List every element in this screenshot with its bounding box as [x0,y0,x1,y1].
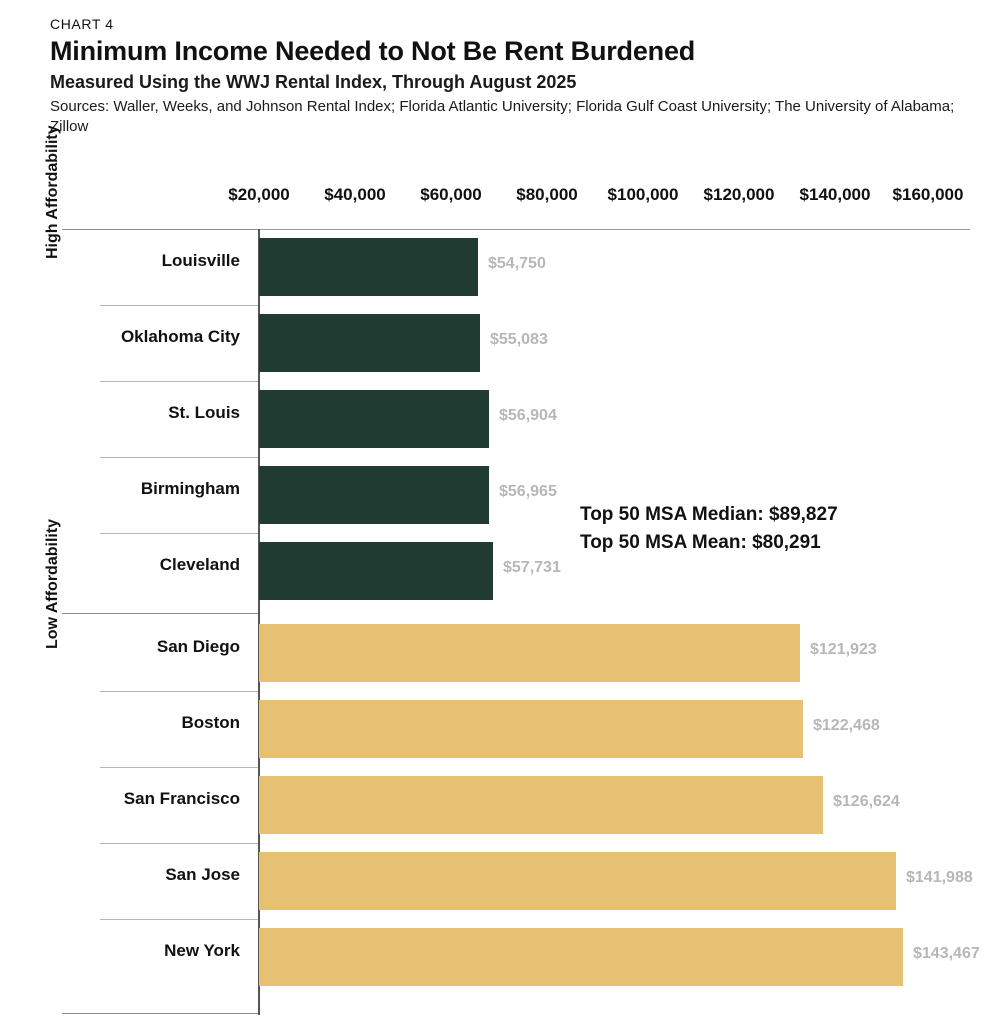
x-axis-tick-labels [50,185,970,219]
bar-row-label: San Francisco [123,789,240,808]
bar-value-louisville: $54,750 [488,255,546,272]
bar-value-st-louis: $56,904 [499,407,557,424]
bar-row-label: St. Louis [168,403,240,422]
bar-value-san-jose: $141,988 [906,869,973,886]
bar-row-label: Cleveland [159,555,240,574]
row-separator [100,381,258,382]
row-separator [100,691,258,692]
x-tick-5: $100,000 [607,185,679,204]
x-tick-8: $160,000 [892,185,964,204]
x-tick-6: $120,000 [703,185,775,204]
bar-value-cleveland: $57,731 [503,559,561,576]
row-separator [100,843,258,844]
group-title-low-affordability: Low Affordability [44,518,61,649]
summary-annotation [580,501,838,556]
chart-sources: Sources: Waller, Weeks, and Johnson Rental Index; Florida Atlantic University; Florida Gulf Coast University; The University of Alabama; Zillow [50,98,955,136]
bar-row-label: San Diego [156,637,240,656]
bar-san-jose[interactable] [259,852,896,910]
x-tick-4: $80,000 [516,185,578,204]
bar-row [50,305,970,381]
bar-value-san-francisco: $126,624 [833,793,900,810]
row-separator [100,767,258,768]
bar-boston[interactable] [259,700,803,758]
annotation-mean: Top 50 MSA Mean: $80,291 [580,531,821,553]
row-separator [100,919,258,920]
group-rule-middle [62,613,258,614]
bar-new-york[interactable] [259,928,903,986]
bar-value-birmingham: $56,965 [499,483,557,500]
page-title: Minimum Income Needed to Not Be Rent Burdened [50,36,696,66]
bar-row-label: Oklahoma City [120,327,240,346]
chart-kicker: CHART 4 [50,16,114,32]
bar-row [50,919,980,995]
bar-st-louis[interactable] [259,390,489,448]
bar-san-francisco[interactable] [259,776,823,834]
bar-row-label: New York [164,941,240,960]
bar-value-oklahoma-city: $55,083 [490,331,548,348]
bar-value-boston: $122,468 [813,717,880,734]
x-tick-7: $140,000 [799,185,871,204]
bar-row [50,229,970,305]
row-separator [100,533,258,534]
bar-san-diego[interactable] [259,624,800,682]
bar-row [50,691,970,767]
bar-value-san-diego: $121,923 [810,641,877,658]
bar-row [50,843,973,919]
bar-row [50,615,970,691]
annotation-median: Top 50 MSA Median: $89,827 [580,504,838,525]
row-separator [100,457,258,458]
bar-row [50,767,970,843]
bar-birmingham[interactable] [259,466,489,524]
bar-row-label: Birmingham [140,479,240,498]
group-rule-bottom [62,1013,258,1014]
group-title-high-affordability: High Affordability [44,125,61,259]
chart-subtitle: Measured Using the WWJ Rental Index, Through August 2025 [50,72,577,93]
bar-louisville[interactable] [259,238,478,296]
row-separator [100,305,258,306]
bar-row [50,381,970,457]
x-tick-2: $40,000 [324,185,386,204]
bar-row-label: Louisville [161,251,240,270]
bar-oklahoma-city[interactable] [259,314,480,372]
bar-row-label: Boston [181,713,240,732]
x-tick-3: $60,000 [420,185,482,204]
bar-cleveland[interactable] [259,542,493,600]
x-tick-1: $20,000 [228,185,290,204]
bar-row-label: San Jose [165,865,240,884]
bar-value-new-york: $143,467 [913,945,980,962]
chart-area [44,125,980,1015]
